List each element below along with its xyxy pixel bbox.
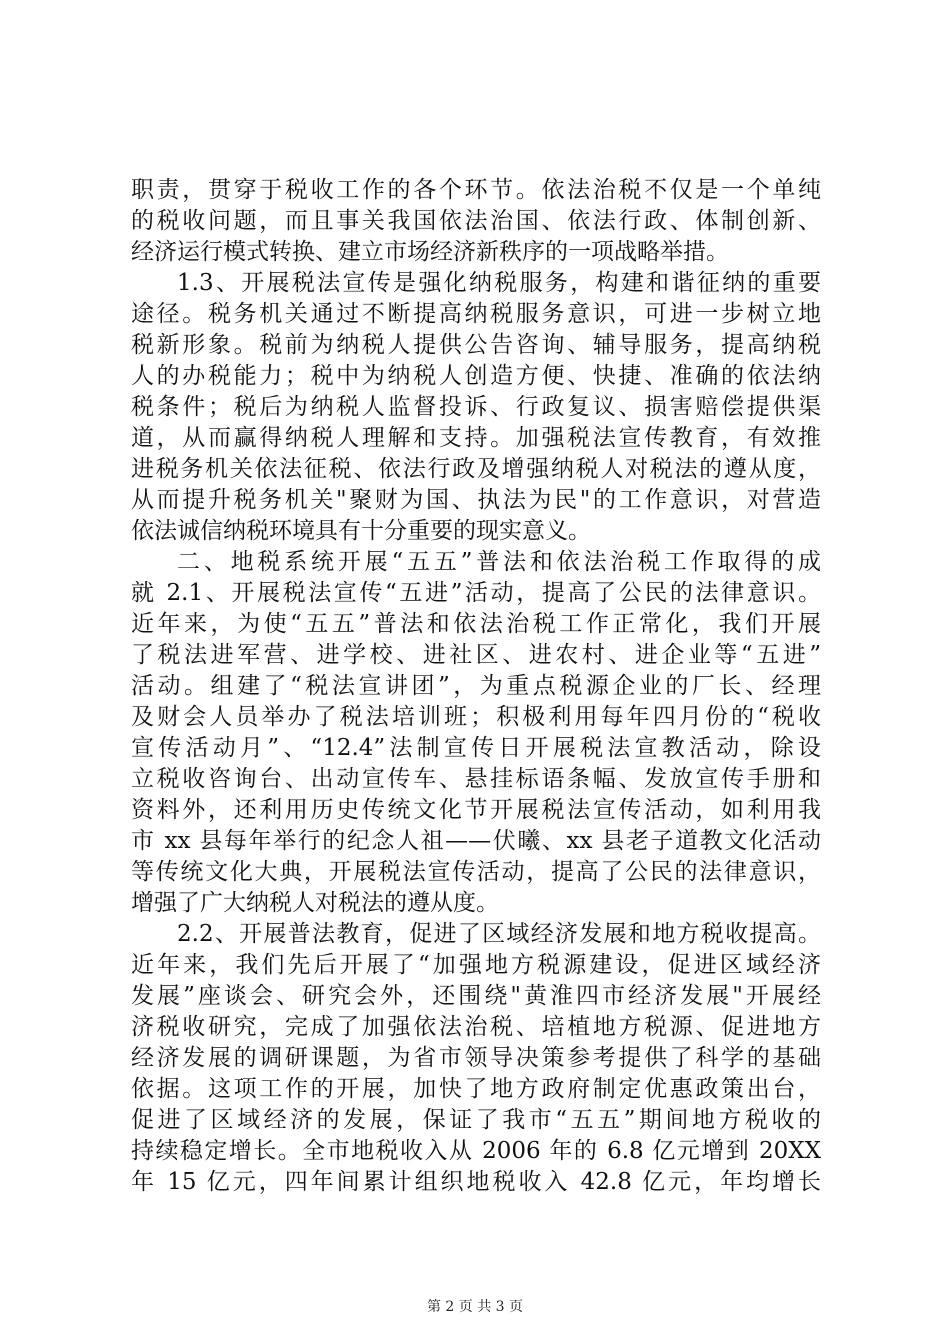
text-line: 资料外，还利用历史传统文化节开展税法宣传活动，如利用我 <box>131 797 821 823</box>
text-line: 济税收研究，完成了加强依法治税、培植地方税源、促进地方 <box>131 1014 821 1040</box>
text-line: 职责，贯穿于税收工作的各个环节。依法治税不仅是一个单纯 <box>131 177 821 203</box>
text-line: 近年来，为使“五五”普法和依法治税工作正常化，我们开展 <box>131 611 821 637</box>
text-line: 经济运行模式转换、建立市场经济新秩序的一项战略举措。 <box>131 239 729 265</box>
page-footer: 第 2 页 共 3 页 <box>426 1299 524 1315</box>
text-line: 税条件；税后为纳税人监督投诉、行政复议、损害赔偿提供渠 <box>131 394 821 420</box>
text-line: 了税法进军营、进学校、进社区、进农村、进企业等“五进” <box>131 642 821 668</box>
text-line: 道，从而赢得纳税人理解和支持。加强税法宣传教育，有效推 <box>131 425 821 451</box>
text-line: 从而提升税务机关"聚财为国、执法为民"的工作意识，对营造 <box>131 487 821 513</box>
text-line: 宣传活动月”、“12.4”法制宣传日开展税法宣教活动，除设 <box>131 735 821 761</box>
text-line: 等传统文化大典，开展税法宣传活动，提高了公民的法律意识， <box>131 859 821 885</box>
text-line: 市 xx 县每年举行的纪念人祖——伏曦、xx 县老子道教文化活动 <box>131 828 821 854</box>
text-line: 二、地税系统开展“五五”普法和依法治税工作取得的成 <box>177 549 821 575</box>
document-body <box>131 175 821 1198</box>
text-line: 税新形象。税前为纳税人提供公告咨询、辅导服务，提高纳税 <box>131 332 821 358</box>
text-line: 年 15 亿元，四年间累计组织地税收入 42.8 亿元，年均增长 <box>131 1169 821 1195</box>
text-line: 经济发展的调研课题，为省市领导决策参考提供了科学的基础 <box>131 1045 821 1071</box>
text-line: 近年来，我们先后开展了“加强地方税源建设，促进区域经济 <box>131 952 821 978</box>
text-line: 途径。税务机关通过不断提高纳税服务意识，可进一步树立地 <box>131 301 821 327</box>
text-line: 持续稳定增长。全市地税收入从 2006 年的 6.8 亿元增到 20XX <box>131 1138 821 1164</box>
text-line: 促进了区域经济的发展，保证了我市“五五”期间地方税收的 <box>131 1107 821 1133</box>
text-line: 及财会人员举办了税法培训班；积极利用每年四月份的“税收 <box>131 704 821 730</box>
text-line: 依据。这项工作的开展，加快了地方政府制定优惠政策出台， <box>131 1076 821 1102</box>
text-line: 增强了广大纳税人对税法的遵从度。 <box>131 890 499 916</box>
text-line: 进税务机关依法征税、依法行政及增强纳税人对税法的遵从度， <box>131 456 821 482</box>
text-line: 活动。组建了“税法宣讲团”，为重点税源企业的厂长、经理 <box>131 673 821 699</box>
text-line: 的税收问题，而且事关我国依法治国、依法行政、体制创新、 <box>131 208 821 234</box>
text-line: 就 2.1、开展税法宣传“五进”活动，提高了公民的法律意识。 <box>131 580 821 606</box>
text-line: 1.3、开展税法宣传是强化纳税服务，构建和谐征纳的重要 <box>177 270 821 296</box>
text-line: 人的办税能力；税中为纳税人创造方便、快捷、准确的依法纳 <box>131 363 821 389</box>
text-line: 立税收咨询台、出动宣传车、悬挂标语条幅、发放宣传手册和 <box>131 766 821 792</box>
text-line: 2.2、开展普法教育，促进了区域经济发展和地方税收提高。 <box>177 921 821 947</box>
text-line: 发展”座谈会、研究会外，还围绕"黄淮四市经济发展"开展经 <box>131 983 821 1009</box>
text-line: 依法诚信纳税环境具有十分重要的现实意义。 <box>131 518 591 544</box>
